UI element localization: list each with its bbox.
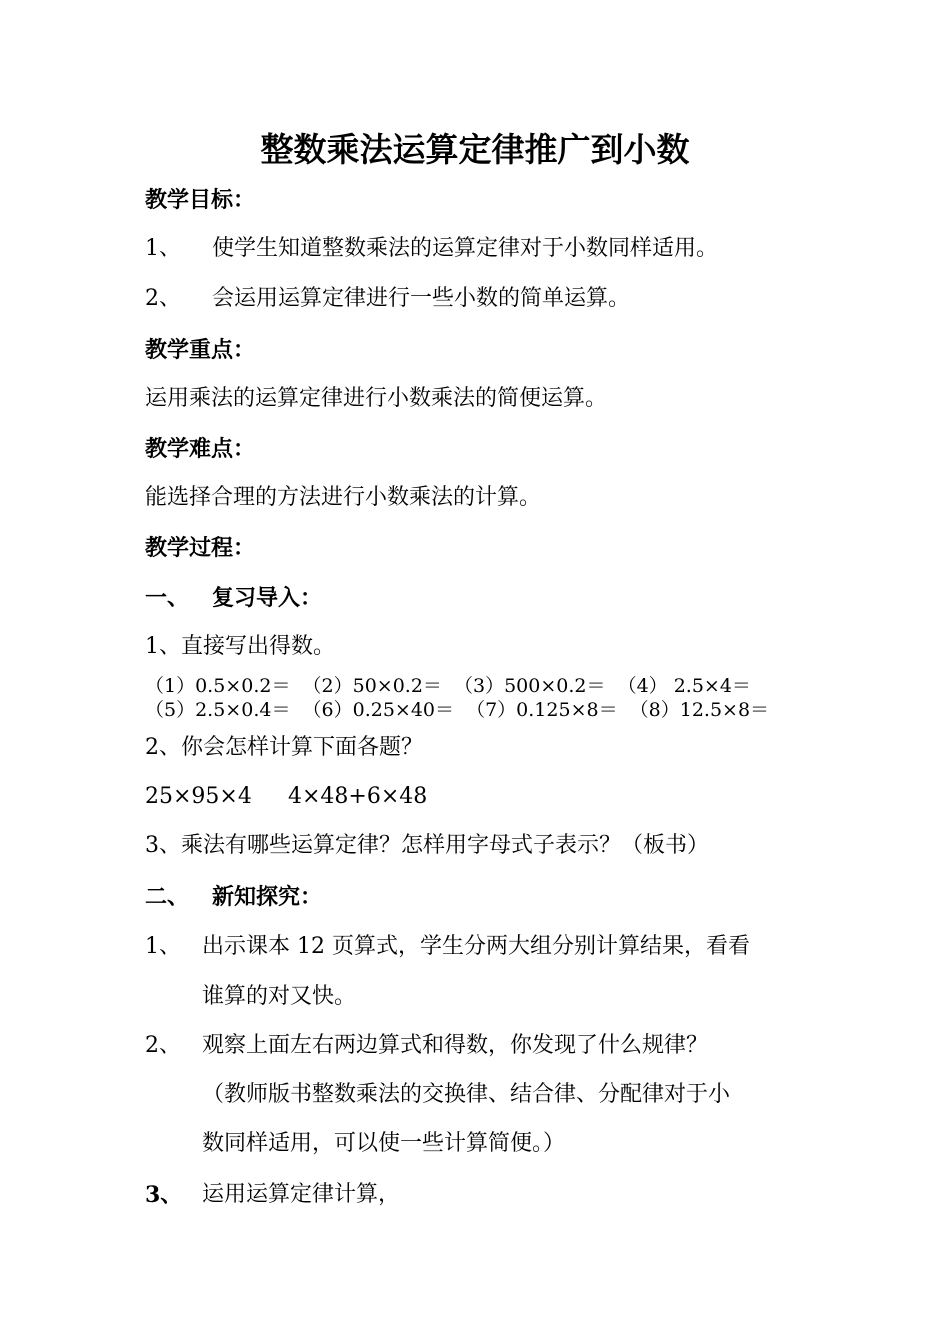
explore-item-2-line-3: 数同样适用，可以使一些计算简便。） (202, 1131, 566, 1156)
section-1-heading: 复习导入： (212, 585, 323, 611)
review-question-3: 3、乘法有哪些运算定律？怎样用字母式子表示？（板书） (145, 833, 709, 858)
explore-item-2-number: 2、 (145, 1033, 181, 1058)
explore-item-2-line-2: （教师版书整数乘法的交换律、结合律、分配律对于小 (202, 1082, 731, 1107)
page-title: 整数乘法运算定律推广到小数 (260, 130, 690, 169)
difficulty-heading: 教学难点： (145, 436, 256, 462)
review-question-1: 1、直接写出得数。 (145, 634, 335, 659)
expression-2: 4×48+6×48 (288, 784, 428, 809)
goal-1-number: 1、 (145, 236, 181, 261)
explore-item-3-line-1: 运用运算定律计算， (202, 1182, 401, 1207)
explore-item-1-line-1: 出示课本 12 页算式，学生分两大组分别计算结果，看看 (202, 934, 750, 959)
section-2-heading: 新知探究： (212, 884, 323, 910)
expression-1: 25×95×4 (145, 784, 252, 809)
section-1-number: 一、 (145, 585, 190, 611)
review-question-2: 2、你会怎样计算下面各题？ (145, 735, 423, 760)
explore-item-1-number: 1、 (145, 934, 181, 959)
explore-item-2-line-1: 观察上面左右两边算式和得数，你发现了什么规律？ (202, 1033, 709, 1058)
goal-2-text: 会运用运算定律进行一些小数的简单运算。 (212, 286, 631, 311)
goal-2-number: 2、 (145, 286, 181, 311)
exercise-row-2: （5）2.5×0.4＝ （6）0.25×40＝ （7）0.125×8＝ （8）12.5×8＝ (145, 699, 770, 721)
key-point-text: 运用乘法的运算定律进行小数乘法的简便运算。 (145, 386, 608, 411)
goal-1-text: 使学生知道整数乘法的运算定律对于小数同样适用。 (212, 236, 719, 261)
exercise-row-1: （1）0.5×0.2＝ （2）50×0.2＝ （3）500×0.2＝ （4） 2.5×4＝ (145, 675, 751, 697)
key-point-heading: 教学重点： (145, 337, 256, 363)
section-2-number: 二、 (145, 884, 190, 910)
process-heading: 教学过程： (145, 535, 256, 561)
explore-item-1-line-2: 谁算的对又快。 (202, 984, 357, 1009)
difficulty-text: 能选择合理的方法进行小数乘法的计算。 (145, 485, 542, 510)
explore-item-3-number: 3、 (145, 1182, 183, 1208)
goals-heading: 教学目标： (145, 187, 256, 213)
